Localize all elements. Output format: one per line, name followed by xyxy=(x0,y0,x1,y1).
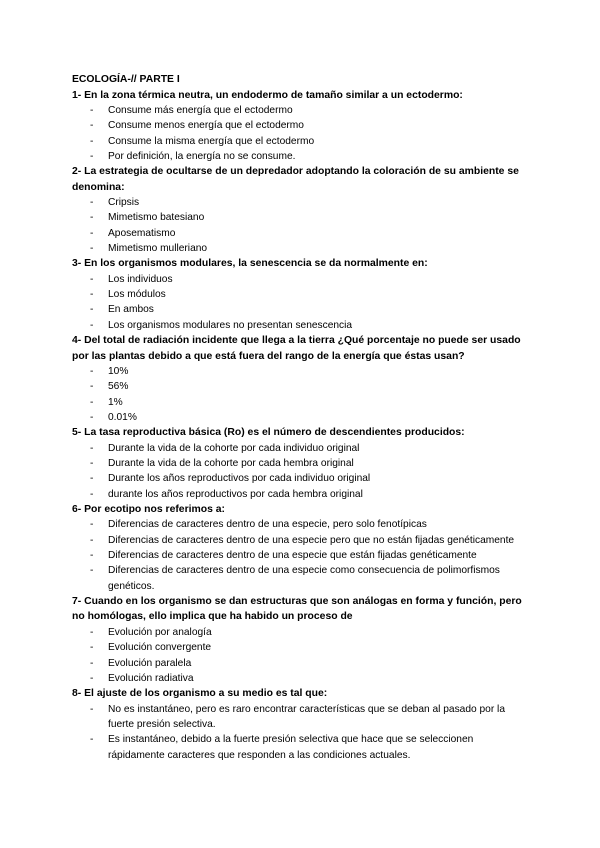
answer-option-text: Los individuos xyxy=(108,273,173,285)
answer-option-text: Mimetismo batesiano xyxy=(108,212,205,224)
dash-bullet-icon: - xyxy=(90,105,94,116)
answer-options xyxy=(72,625,532,686)
dash-bullet-icon: - xyxy=(90,135,94,147)
answer-option-text: Evolución por analogía xyxy=(108,626,212,638)
answer-option-text: Los módulos xyxy=(108,289,166,301)
answer-option xyxy=(72,533,532,548)
answer-option-text: Aposematismo xyxy=(108,227,176,239)
answer-option xyxy=(72,195,532,210)
dash-bullet-icon: - xyxy=(90,273,94,285)
answer-option-text: 10% xyxy=(108,366,129,378)
answer-option-text: Diferencias de caracteres dentro de una especie como consecuencia de polimorfismos genéticos. xyxy=(108,565,500,592)
question-text: 5- La tasa reproductiva básica (Ro) es el número de descendientes producidos: xyxy=(72,427,465,439)
question-text: 7- Cuando en los organismo se dan estructuras que son análogas en forma y función, pero no homólogas, ello implica que ha habido un proceso de xyxy=(72,595,522,623)
dash-bullet-icon: - xyxy=(90,672,94,684)
dash-bullet-icon: - xyxy=(90,488,94,500)
answer-option-text: Es instantáneo, debido a la fuerte presión selectiva que hace que se seleccionen rápidamente caracteres que responden a las condiciones actuales. xyxy=(108,734,474,761)
dash-bullet-icon: - xyxy=(90,319,94,331)
answer-option xyxy=(72,103,532,118)
answer-option-text: 1% xyxy=(108,396,123,408)
answer-option-text: durante los años reproductivos por cada hembra original xyxy=(108,488,363,500)
question-block xyxy=(72,333,532,425)
question-text: 6- Por ecotipo nos referimos a: xyxy=(72,503,226,515)
dash-bullet-icon: - xyxy=(90,458,94,470)
question-block xyxy=(72,686,532,763)
dash-bullet-icon: - xyxy=(90,396,94,408)
answer-option xyxy=(72,118,532,133)
answer-options xyxy=(72,272,532,333)
answer-option xyxy=(72,302,532,317)
document-content xyxy=(72,72,532,763)
answer-options xyxy=(72,441,532,502)
answer-option-text: Consume más energía que el ectodermo xyxy=(108,105,293,116)
dash-bullet-icon: - xyxy=(90,227,94,239)
dash-bullet-icon: - xyxy=(90,565,94,577)
answer-option-text: Diferencias de caracteres dentro de una especie que están fijadas genéticamente xyxy=(108,550,477,562)
answer-option xyxy=(72,241,532,256)
dash-bullet-icon: - xyxy=(90,642,94,654)
answer-options xyxy=(72,195,532,256)
dash-bullet-icon: - xyxy=(90,473,94,485)
answer-option-text: Evolución paralela xyxy=(108,657,192,669)
question-list xyxy=(72,88,532,763)
answer-option-text: Por definición, la energía no se consume. xyxy=(108,150,296,162)
dash-bullet-icon: - xyxy=(90,150,94,162)
dash-bullet-icon: - xyxy=(90,626,94,638)
answer-option xyxy=(72,226,532,241)
question-block xyxy=(72,88,532,165)
answer-option-text: 56% xyxy=(108,381,129,393)
document-title: ECOLOGÍA-// PARTE I xyxy=(72,74,180,85)
answer-option-text: Cripsis xyxy=(108,197,140,209)
question-text: 4- Del total de radiación incidente que llega a la tierra ¿Qué porcentaje no puede ser usado por las plantas debido a que está fuera del rango de la energía que éstas usan? xyxy=(72,335,521,362)
dash-bullet-icon: - xyxy=(90,534,94,546)
dash-bullet-icon: - xyxy=(90,442,94,454)
question-text: 8- El ajuste de los organismo a su medio es tal que: xyxy=(72,688,328,700)
dash-bullet-icon: - xyxy=(90,212,94,224)
dash-bullet-icon: - xyxy=(90,657,94,669)
dash-bullet-icon: - xyxy=(90,411,94,423)
answer-option xyxy=(72,210,532,225)
answer-option-text: Durante los años reproductivos por cada individuo original xyxy=(108,473,371,485)
dash-bullet-icon: - xyxy=(90,381,94,393)
answer-option-text: Diferencias de caracteres dentro de una especie, pero solo fenotípicas xyxy=(108,519,427,531)
question-block xyxy=(72,164,532,256)
answer-option xyxy=(72,517,532,532)
answer-option xyxy=(72,671,532,686)
dash-bullet-icon: - xyxy=(90,243,94,255)
answer-option xyxy=(72,702,532,733)
question-block xyxy=(72,594,532,686)
dash-bullet-icon: - xyxy=(90,703,94,715)
dash-bullet-icon: - xyxy=(90,289,94,301)
question-block xyxy=(72,256,532,333)
answer-option xyxy=(72,149,532,164)
answer-option xyxy=(72,410,532,425)
answer-option-text: Consume menos energía que el ectodermo xyxy=(108,120,304,132)
dash-bullet-icon: - xyxy=(90,304,94,316)
answer-option xyxy=(72,364,532,379)
dash-bullet-icon: - xyxy=(90,550,94,562)
answer-options xyxy=(72,103,532,164)
answer-option xyxy=(72,471,532,486)
answer-option xyxy=(72,379,532,394)
answer-option-text: Consume la misma energía que el ectodermo xyxy=(108,135,315,147)
answer-option xyxy=(72,456,532,471)
question-text: 3- En los organismos modulares, la senescencia se da normalmente en: xyxy=(72,258,428,270)
answer-option xyxy=(72,134,532,149)
answer-option xyxy=(72,548,532,563)
answer-option-text: Durante la vida de la cohorte por cada individuo original xyxy=(108,442,360,454)
answer-option xyxy=(72,656,532,671)
answer-option xyxy=(72,640,532,655)
question-text: 1- En la zona térmica neutra, un endodermo de tamaño similar a un ectodermo: xyxy=(72,89,463,101)
answer-option-text: Durante la vida de la cohorte por cada hembra original xyxy=(108,458,354,470)
dash-bullet-icon: - xyxy=(90,734,94,746)
question-text: 2- La estrategia de ocultarse de un depredador adoptando la coloración de su ambiente se denomina: xyxy=(72,166,519,193)
answer-option-text: Evolución radiativa xyxy=(108,672,194,684)
question-block xyxy=(72,502,532,594)
answer-option xyxy=(72,395,532,410)
answer-option xyxy=(72,318,532,333)
answer-option xyxy=(72,625,532,640)
answer-option-text: Diferencias de caracteres dentro de una especie pero que no están fijadas genéticamente xyxy=(108,534,515,546)
answer-option-text: No es instantáneo, pero es raro encontrar características que se deban al pasado por la fuerte presión selectiva. xyxy=(108,703,505,730)
answer-options xyxy=(72,517,532,593)
answer-options xyxy=(72,364,532,425)
question-block xyxy=(72,425,532,502)
answer-option-text: 0.01% xyxy=(108,411,137,423)
dash-bullet-icon: - xyxy=(90,120,94,132)
dash-bullet-icon: - xyxy=(90,197,94,209)
dash-bullet-icon: - xyxy=(90,366,94,378)
answer-option xyxy=(72,732,532,763)
answer-options xyxy=(72,702,532,763)
answer-option-text: Mimetismo mulleriano xyxy=(108,243,208,255)
dash-bullet-icon: - xyxy=(90,519,94,531)
answer-option xyxy=(72,563,532,594)
answer-option-text: Los organismos modulares no presentan senescencia xyxy=(108,319,353,331)
answer-option-text: En ambos xyxy=(108,304,154,316)
answer-option xyxy=(72,287,532,302)
answer-option xyxy=(72,487,532,502)
answer-option xyxy=(72,441,532,456)
answer-option-text: Evolución convergente xyxy=(108,642,212,654)
answer-option xyxy=(72,272,532,287)
